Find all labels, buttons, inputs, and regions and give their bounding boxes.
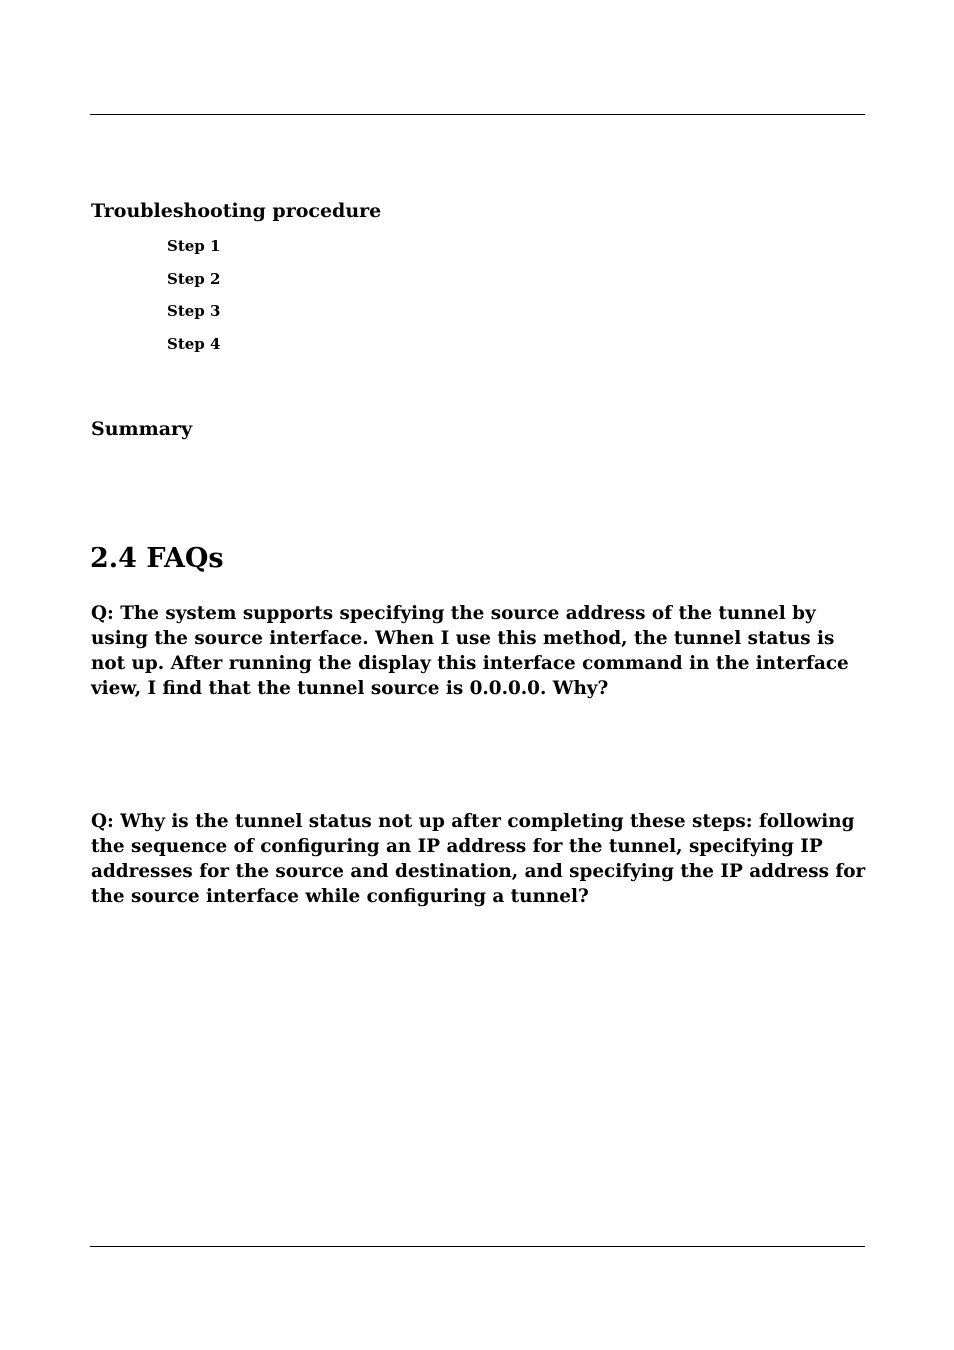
step-list (167, 236, 220, 366)
summary-heading: Summary (91, 418, 193, 440)
step-3-label: Step 3 (167, 302, 221, 320)
faq-question-1: Q: The system supports specifying the source address of the tunnel by using the source interface. When I use this method, the tunnel status is not up. After running the display this interface command in the interface view, I find that the tunnel source is 0.0.0.0. Why? (91, 603, 849, 699)
faq-question-2: Q: Why is the tunnel status not up after completing these steps: following the sequence of configuring an IP address for the tunnel, specifying IP addresses for the source and destination, and specifying the IP address for the source interface while configuring a tunnel? (91, 811, 866, 907)
step-2-label: Step 2 (167, 269, 221, 288)
troubleshooting-heading: Troubleshooting procedure (91, 200, 382, 222)
footer-rule (90, 1246, 865, 1247)
faqs-section-title: 2.4 FAQs (90, 543, 224, 574)
header-rule (90, 114, 865, 115)
step-1-label: Step 1 (167, 237, 221, 255)
step-4-label: Step 4 (167, 334, 221, 353)
